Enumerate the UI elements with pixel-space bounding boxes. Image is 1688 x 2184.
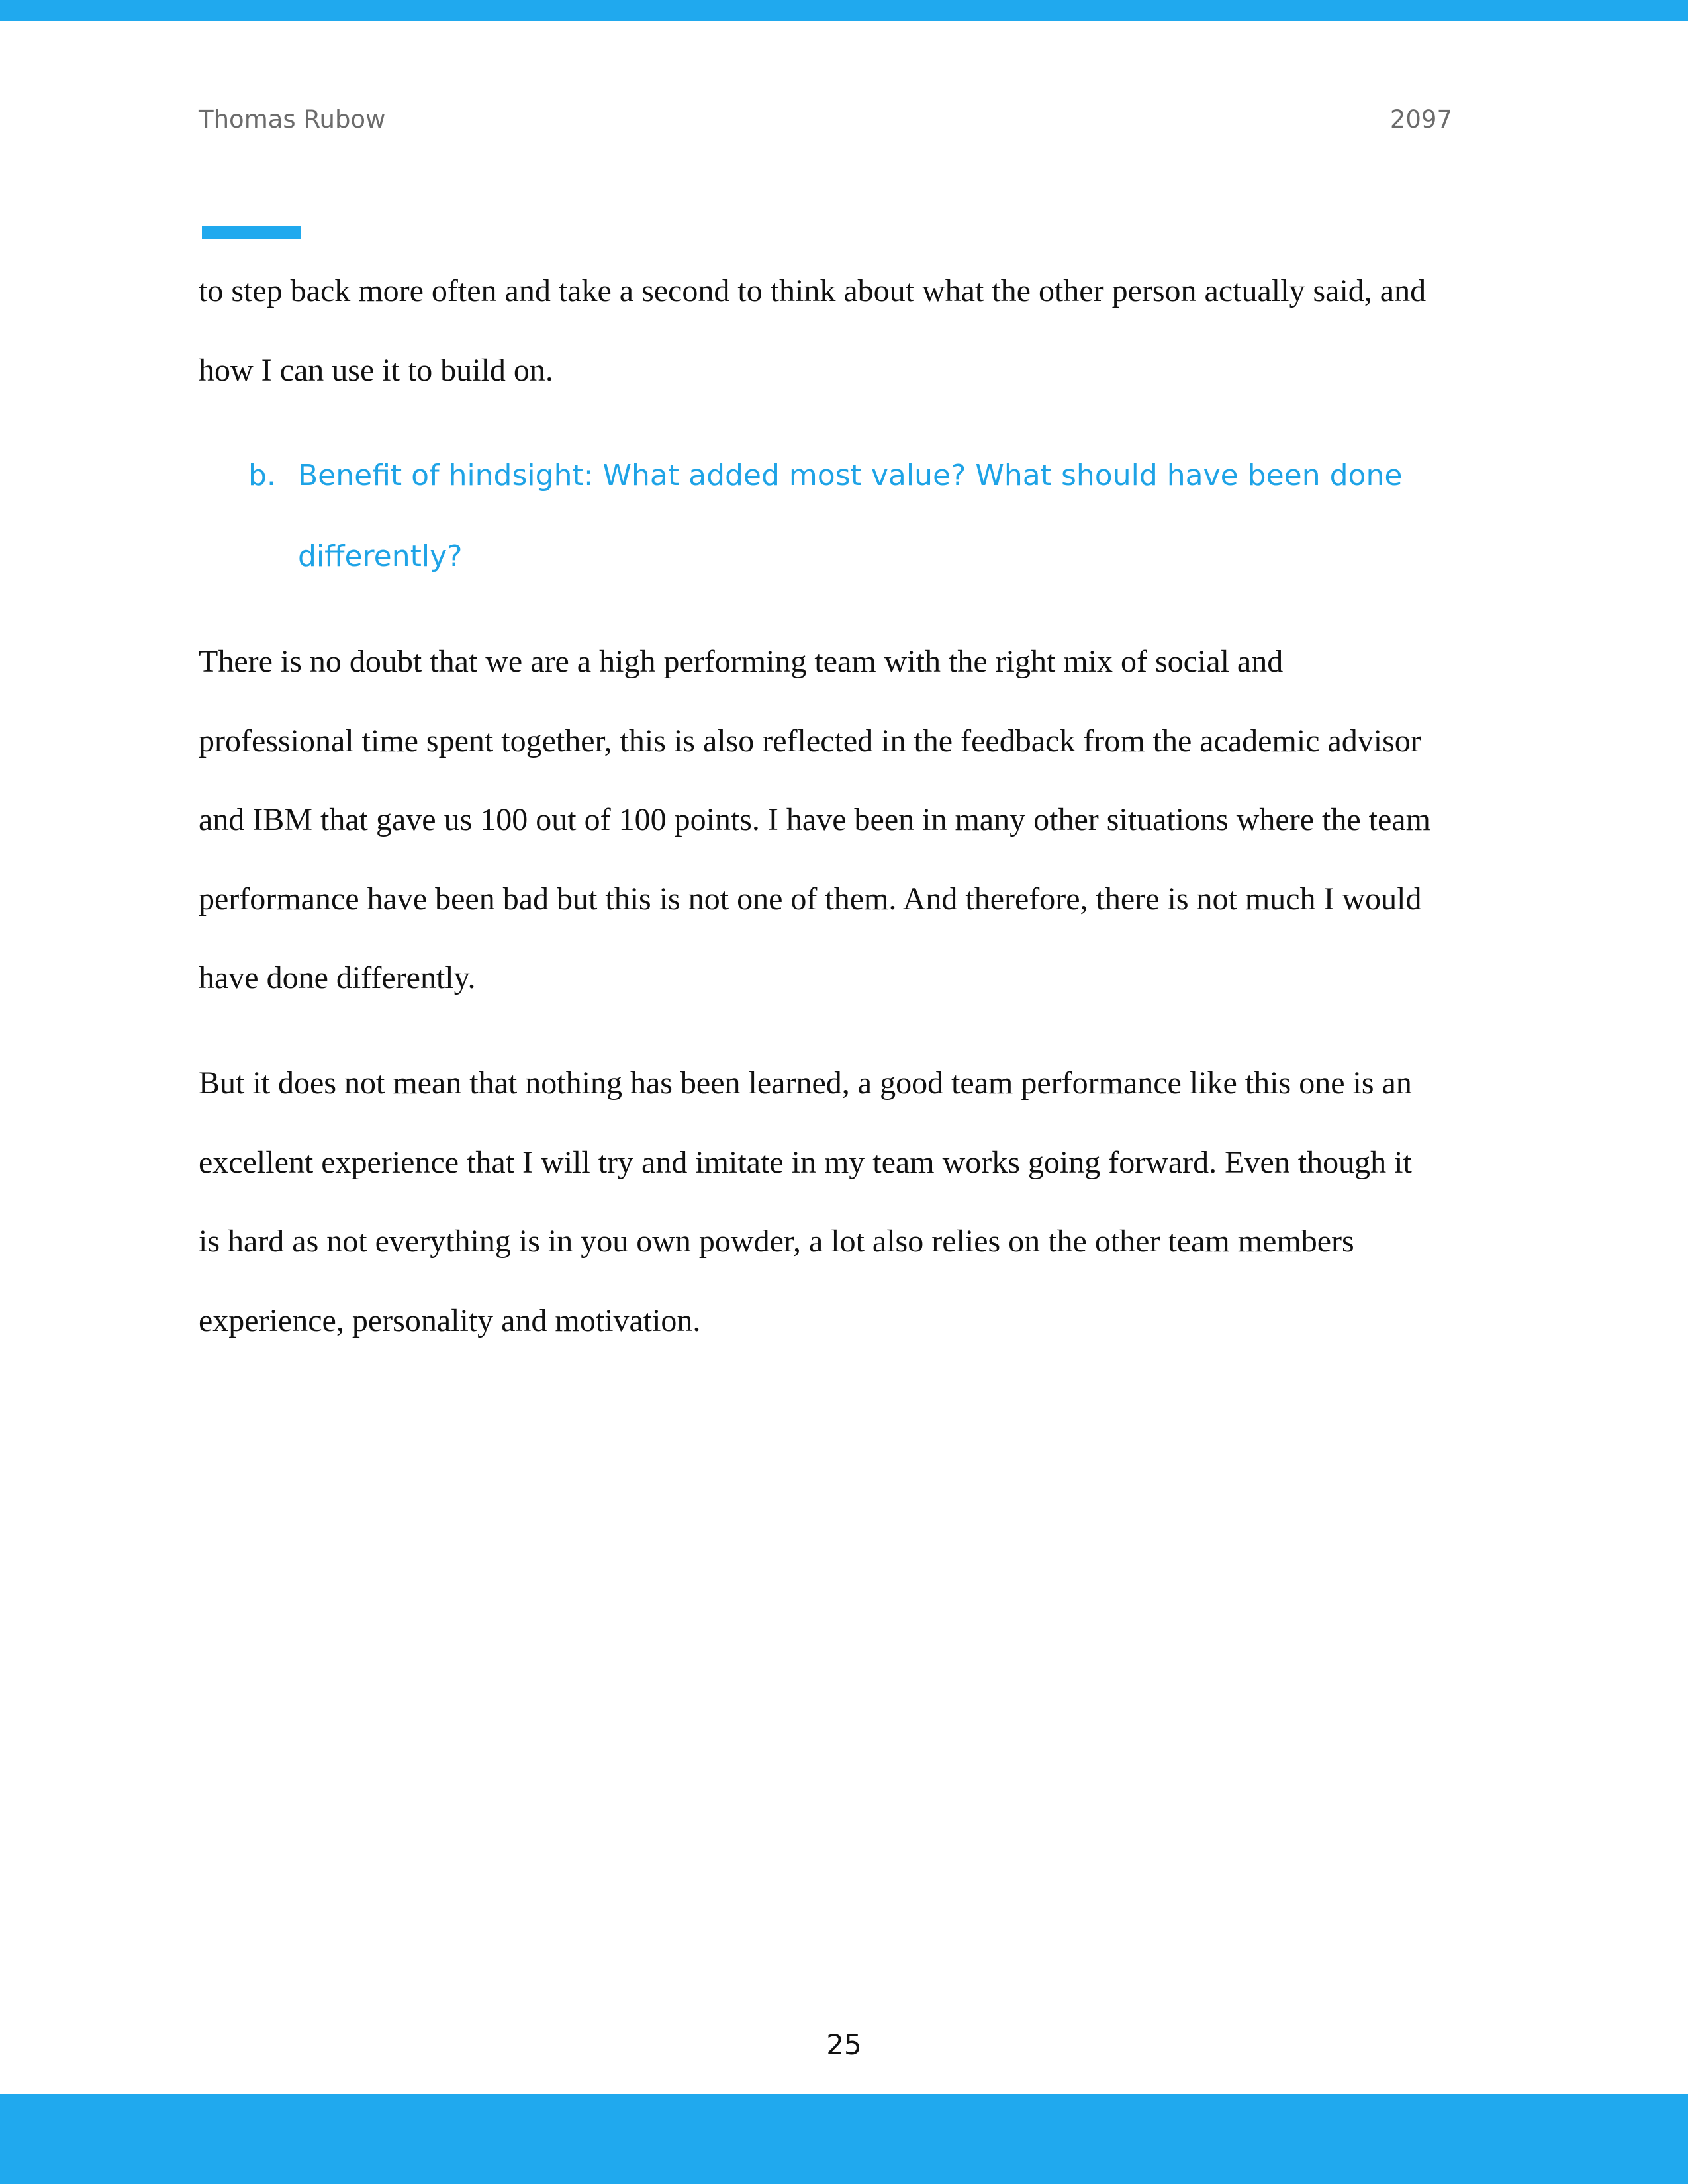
paragraph-line: to step back more often and take a second to think about what the other person actually said, and xyxy=(199,273,1427,308)
accent-rule xyxy=(202,226,301,239)
paragraph-line: how I can use it to build on. xyxy=(199,352,553,388)
header-author: Thomas Rubow xyxy=(199,105,386,134)
top-accent-bar xyxy=(0,0,1688,21)
paragraph-line: excellent experience that I will try and imitate in my team works going forward. Even though it xyxy=(199,1144,1412,1180)
paragraph-line: There is no doubt that we are a high performing team with the right mix of social and xyxy=(199,644,1284,679)
paragraph-line: But it does not mean that nothing has been learned, a good team performance like this one is an xyxy=(199,1066,1412,1101)
paragraph-continuation xyxy=(199,251,1496,410)
paragraph-line: is hard as not everything is in you own powder, a lot also relies on the other team members xyxy=(199,1224,1354,1259)
header-number: 2097 xyxy=(1389,105,1452,134)
paragraph-line: and IBM that gave us 100 out of 100 points. I have been in many other situations where the team xyxy=(199,802,1430,837)
subheading-line: Benefit of hindsight: What added most value? What should have been done xyxy=(298,459,1403,492)
paragraph-line: have done differently. xyxy=(199,960,476,995)
bottom-accent-bar xyxy=(0,2094,1688,2184)
subheading-line: differently? xyxy=(298,539,463,573)
paragraph-line: experience, personality and motivation. xyxy=(199,1302,701,1338)
paragraph-line: performance have been bad but this is not one of them. And therefore, there is not much I would xyxy=(199,881,1422,917)
page-number: 25 xyxy=(826,2028,862,2061)
paragraph-lessons-learned xyxy=(199,1044,1496,1360)
paragraph-team-performance xyxy=(199,622,1496,1018)
subheading-text xyxy=(298,435,1402,597)
list-marker: b. xyxy=(248,459,276,492)
paragraph-line: professional time spent together, this is also reflected in the feedback from the academic advisor xyxy=(199,723,1421,758)
